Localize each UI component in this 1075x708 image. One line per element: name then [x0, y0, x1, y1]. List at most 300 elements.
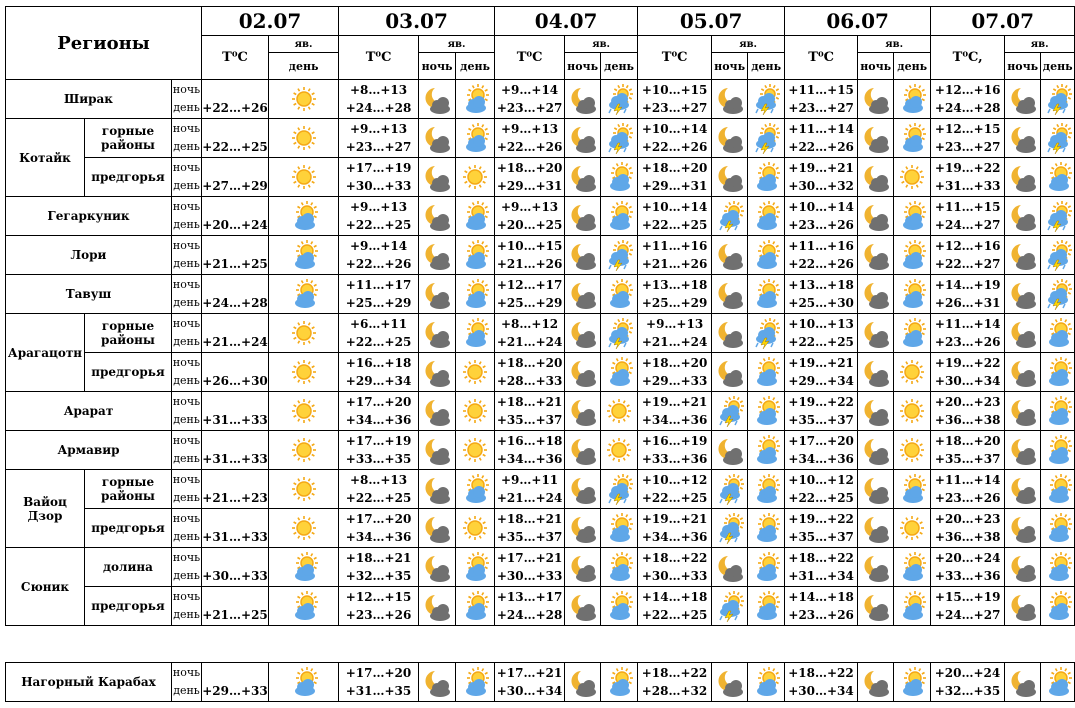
- night-temp: +17…+21: [496, 551, 563, 565]
- night-weather-cell: [419, 392, 456, 431]
- night-temp: +6…+11: [349, 317, 408, 331]
- day-weather-cell: [1041, 392, 1075, 431]
- temp-cell: [638, 236, 712, 275]
- temp-cell: [495, 392, 565, 431]
- night-temp: +10…+15: [641, 83, 708, 97]
- region-name: Котайк: [6, 119, 85, 197]
- night-weather-cell: [1005, 509, 1041, 548]
- moon-cloud-icon: [862, 280, 890, 308]
- temp-header: T⁰C,: [931, 36, 1005, 80]
- night-weather-cell: [858, 158, 894, 197]
- moon-cloud-icon: [716, 319, 744, 347]
- night-weather-cell: [1005, 158, 1041, 197]
- moon-cloud-icon: [862, 124, 890, 152]
- day-sub-header: день: [601, 53, 638, 80]
- sun-cloud-icon: [898, 319, 926, 347]
- moon-cloud-icon: [862, 202, 890, 230]
- temp-cell: [931, 470, 1005, 509]
- night-label: ночь: [172, 239, 201, 252]
- day-sub-header: день: [748, 53, 785, 80]
- temp-cell: [339, 197, 419, 236]
- night-temp: +17…+21: [496, 666, 563, 680]
- day-temp: +25…+30: [788, 296, 854, 310]
- night-day-labels: [172, 197, 202, 236]
- day-label: день: [173, 491, 200, 504]
- night-temp: +9…+13: [646, 317, 704, 331]
- weather-cell: [269, 197, 339, 236]
- day-weather-cell: [748, 275, 785, 314]
- night-temp: +8…+12: [501, 317, 559, 331]
- night-temp: +11…+14: [934, 317, 1001, 331]
- day-temp: +22…+25: [202, 140, 268, 154]
- night-temp: +18…+22: [641, 666, 708, 680]
- night-temp: +11…+14: [788, 122, 854, 136]
- sun-cloud-icon: [898, 202, 926, 230]
- weather-cell: [269, 663, 339, 702]
- temp-cell: [339, 587, 419, 626]
- night-weather-cell: [712, 275, 748, 314]
- night-weather-cell: [419, 548, 456, 587]
- moon-cloud-icon: [423, 475, 451, 503]
- night-temp: [202, 276, 268, 294]
- sun-storm-icon: [605, 319, 633, 347]
- day-temp: +34…+36: [788, 452, 854, 466]
- night-day-labels: [172, 236, 202, 275]
- night-label: ночь: [172, 434, 201, 447]
- night-weather-cell: [565, 80, 601, 119]
- day-temp: +21…+25: [202, 608, 268, 622]
- temp-cell: [202, 431, 269, 470]
- sun-cloud-icon: [752, 397, 780, 425]
- day-header: 04.07: [495, 7, 638, 36]
- night-weather-cell: [1005, 392, 1041, 431]
- table-row: [6, 197, 1075, 236]
- temp-cell: [638, 587, 712, 626]
- sun-cloud-icon: [605, 668, 633, 696]
- temp-cell: [202, 392, 269, 431]
- day-temp: +24…+28: [202, 296, 268, 310]
- moon-cloud-icon: [423, 163, 451, 191]
- day-temp: +22…+25: [788, 335, 854, 349]
- day-weather-cell: [1041, 197, 1075, 236]
- moon-cloud-icon: [569, 280, 597, 308]
- day-weather-cell: [1041, 275, 1075, 314]
- day-label: день: [173, 140, 200, 153]
- sun-cloud-icon: [461, 475, 489, 503]
- day-temp: +32…+35: [345, 569, 412, 583]
- sun-cloud-icon: [752, 668, 780, 696]
- sun-cloud-icon: [1044, 397, 1072, 425]
- day-temp: +20…+24: [202, 218, 268, 232]
- night-temp: +9…+13: [349, 122, 408, 136]
- table-row: [6, 470, 1075, 509]
- day-temp: +24…+27: [934, 218, 1001, 232]
- region-name: Лори: [6, 236, 172, 275]
- moon-cloud-icon: [1009, 241, 1037, 269]
- day-weather-cell: [894, 119, 931, 158]
- day-label: день: [173, 684, 200, 697]
- sun-cloud-icon: [752, 241, 780, 269]
- day-temp: +21…+24: [641, 335, 708, 349]
- moon-cloud-icon: [862, 668, 890, 696]
- night-weather-cell: [419, 509, 456, 548]
- night-weather-cell: [858, 663, 894, 702]
- night-weather-cell: [858, 119, 894, 158]
- night-weather-cell: [419, 158, 456, 197]
- day-temp: +28…+33: [496, 374, 563, 388]
- sun-cloud-icon: [461, 592, 489, 620]
- sun-cloud-icon: [461, 85, 489, 113]
- night-temp: +11…+17: [345, 278, 412, 292]
- night-weather-cell: [1005, 587, 1041, 626]
- night-temp: +18…+22: [788, 551, 854, 565]
- day-weather-cell: [748, 353, 785, 392]
- night-label: ночь: [172, 161, 201, 174]
- sun-cloud-icon: [1044, 319, 1072, 347]
- temp-cell: [785, 548, 858, 587]
- sun-cloud-icon: [1044, 436, 1072, 464]
- night-day-labels: [172, 509, 202, 548]
- night-weather-cell: [712, 158, 748, 197]
- night-temp: +10…+12: [641, 473, 708, 487]
- night-temp: +13…+18: [788, 278, 854, 292]
- moon-cloud-icon: [423, 202, 451, 230]
- moon-cloud-icon: [423, 280, 451, 308]
- day-weather-cell: [1041, 548, 1075, 587]
- temp-cell: [495, 663, 565, 702]
- weather-cell: [269, 119, 339, 158]
- night-temp: +12…+16: [934, 239, 1001, 253]
- day-weather-cell: [894, 275, 931, 314]
- night-temp: +20…+23: [934, 395, 1001, 409]
- night-day-labels: [172, 80, 202, 119]
- night-day-labels: [172, 431, 202, 470]
- day-temp: +21…+25: [202, 257, 268, 271]
- moon-cloud-icon: [423, 397, 451, 425]
- day-weather-cell: [894, 314, 931, 353]
- sun-cloud-icon: [752, 514, 780, 542]
- day-temp: +30…+32: [788, 179, 854, 193]
- day-label: день: [173, 608, 200, 621]
- day-weather-cell: [748, 392, 785, 431]
- day-weather-cell: [1041, 236, 1075, 275]
- temp-cell: [638, 353, 712, 392]
- temp-header: T⁰C: [202, 36, 269, 80]
- day-sub-header: день: [269, 53, 339, 80]
- night-temp: +12…+15: [345, 590, 412, 604]
- sun-cloud-icon: [752, 280, 780, 308]
- sun-storm-icon: [1044, 280, 1072, 308]
- day-temp: +21…+26: [641, 257, 708, 271]
- night-day-labels: [172, 587, 202, 626]
- night-label: ночь: [172, 200, 201, 213]
- day-temp: +22…+26: [496, 140, 563, 154]
- temp-cell: [785, 119, 858, 158]
- day-temp: +30…+33: [345, 179, 412, 193]
- day-weather-cell: [748, 431, 785, 470]
- temp-cell: [785, 663, 858, 702]
- subregion-name: горные районы: [85, 119, 172, 158]
- night-temp: [202, 432, 268, 450]
- moon-cloud-icon: [716, 668, 744, 696]
- day-temp: +22…+26: [788, 140, 854, 154]
- day-temp: +29…+33: [641, 374, 708, 388]
- day-weather-cell: [894, 548, 931, 587]
- temp-cell: [495, 548, 565, 587]
- moon-cloud-icon: [423, 436, 451, 464]
- sun-cloud-icon: [290, 668, 318, 696]
- day-weather-cell: [456, 158, 495, 197]
- sun-cloud-icon: [752, 475, 780, 503]
- sun-cloud-icon: [752, 202, 780, 230]
- sun-cloud-icon: [605, 202, 633, 230]
- sun-cloud-icon: [605, 358, 633, 386]
- day-weather-cell: [894, 236, 931, 275]
- day-weather-cell: [601, 548, 638, 587]
- night-weather-cell: [712, 509, 748, 548]
- region-name: Армавир: [6, 431, 172, 470]
- day-temp: +30…+33: [496, 569, 563, 583]
- moon-cloud-icon: [716, 436, 744, 464]
- sun-storm-icon: [605, 124, 633, 152]
- night-temp: +16…+18: [345, 356, 412, 370]
- sun-storm-icon: [605, 241, 633, 269]
- temp-cell: [638, 119, 712, 158]
- day-temp: +23…+27: [496, 101, 563, 115]
- temp-cell: [339, 275, 419, 314]
- night-weather-cell: [565, 663, 601, 702]
- sun-icon: [461, 514, 489, 542]
- day-temp: +28…+32: [641, 684, 708, 698]
- night-temp: +18…+21: [345, 551, 412, 565]
- sun-cloud-icon: [461, 280, 489, 308]
- temp-cell: [931, 548, 1005, 587]
- sun-icon: [461, 163, 489, 191]
- weather-cell: [269, 314, 339, 353]
- moon-cloud-icon: [862, 553, 890, 581]
- sun-cloud-icon: [898, 668, 926, 696]
- night-temp: +9…+13: [349, 200, 408, 214]
- moon-cloud-icon: [716, 358, 744, 386]
- subregion-name: предгорья: [85, 587, 172, 626]
- weather-cell: [269, 158, 339, 197]
- night-temp: +11…+16: [788, 239, 854, 253]
- day-temp: +29…+33: [202, 684, 268, 698]
- night-temp: +16…+19: [641, 434, 708, 448]
- temp-cell: [931, 587, 1005, 626]
- day-label: день: [173, 335, 200, 348]
- night-temp: +10…+14: [641, 200, 708, 214]
- night-weather-cell: [712, 314, 748, 353]
- temp-cell: [202, 197, 269, 236]
- day-weather-cell: [601, 587, 638, 626]
- sun-cloud-icon: [752, 592, 780, 620]
- table-row: [6, 392, 1075, 431]
- moon-cloud-icon: [1009, 358, 1037, 386]
- sun-cloud-icon: [1044, 475, 1072, 503]
- temp-cell: [339, 548, 419, 587]
- temp-cell: [339, 663, 419, 702]
- day-temp: +22…+25: [345, 491, 412, 505]
- day-temp: +35…+37: [934, 452, 1001, 466]
- moon-cloud-icon: [569, 358, 597, 386]
- night-weather-cell: [858, 353, 894, 392]
- day-weather-cell: [894, 392, 931, 431]
- night-label: ночь: [172, 122, 201, 135]
- night-weather-cell: [1005, 236, 1041, 275]
- night-temp: +18…+20: [934, 434, 1001, 448]
- sun-icon: [898, 397, 926, 425]
- night-weather-cell: [1005, 275, 1041, 314]
- night-weather-cell: [419, 470, 456, 509]
- day-weather-cell: [456, 587, 495, 626]
- night-temp: +18…+20: [641, 356, 708, 370]
- day-temp: +21…+24: [202, 335, 268, 349]
- day-weather-cell: [894, 353, 931, 392]
- moon-cloud-icon: [569, 592, 597, 620]
- night-temp: [202, 664, 268, 682]
- day-temp: +30…+34: [788, 684, 854, 698]
- night-temp: +19…+21: [788, 356, 854, 370]
- night-temp: +17…+20: [788, 434, 854, 448]
- subregion-name: долина: [85, 548, 172, 587]
- temp-header: T⁰C: [495, 36, 565, 80]
- sun-icon: [605, 436, 633, 464]
- day-weather-cell: [894, 197, 931, 236]
- day-weather-cell: [601, 470, 638, 509]
- sun-cloud-icon: [1044, 553, 1072, 581]
- day-weather-cell: [748, 548, 785, 587]
- day-temp: +34…+36: [345, 413, 412, 427]
- day-temp: +20…+25: [496, 218, 563, 232]
- day-weather-cell: [456, 314, 495, 353]
- day-weather-cell: [601, 509, 638, 548]
- day-temp: +29…+31: [496, 179, 563, 193]
- moon-cloud-icon: [569, 241, 597, 269]
- day-temp: +21…+24: [496, 335, 563, 349]
- day-weather-cell: [601, 197, 638, 236]
- day-temp: +23…+27: [934, 140, 1001, 154]
- table-row: [6, 80, 1075, 119]
- night-label: ночь: [172, 590, 201, 603]
- night-temp: +17…+19: [345, 434, 412, 448]
- day-temp: +29…+34: [788, 374, 854, 388]
- night-temp: +8…+13: [349, 473, 408, 487]
- sun-icon: [898, 436, 926, 464]
- night-temp: +19…+22: [934, 161, 1001, 175]
- day-weather-cell: [894, 509, 931, 548]
- weather-cell: [269, 548, 339, 587]
- region-name: Ширак: [6, 80, 172, 119]
- weather-cell: [269, 353, 339, 392]
- day-weather-cell: [456, 548, 495, 587]
- table-row: [6, 119, 1075, 158]
- moon-cloud-icon: [423, 553, 451, 581]
- day-temp: +35…+37: [496, 413, 563, 427]
- sun-cloud-icon: [290, 202, 318, 230]
- day-sub-header: день: [456, 53, 495, 80]
- sun-icon: [898, 358, 926, 386]
- night-sub-header: ночь: [1005, 53, 1041, 80]
- night-temp: +14…+19: [934, 278, 1001, 292]
- sun-icon: [605, 397, 633, 425]
- day-label: день: [173, 530, 200, 543]
- night-label: ночь: [172, 278, 201, 291]
- weather-cell: [269, 509, 339, 548]
- day-temp: +31…+33: [202, 452, 268, 466]
- night-weather-cell: [712, 392, 748, 431]
- temp-cell: [495, 431, 565, 470]
- sun-cloud-icon: [898, 241, 926, 269]
- night-temp: [202, 159, 268, 177]
- sun-icon: [290, 514, 318, 542]
- day-weather-cell: [1041, 158, 1075, 197]
- day-weather-cell: [748, 509, 785, 548]
- night-weather-cell: [1005, 470, 1041, 509]
- sun-cloud-icon: [461, 241, 489, 269]
- night-weather-cell: [1005, 119, 1041, 158]
- night-temp: [202, 549, 268, 567]
- regions-header: Регионы: [6, 7, 202, 80]
- day-temp: +25…+29: [496, 296, 563, 310]
- sun-storm-icon: [1044, 202, 1072, 230]
- moon-cloud-icon: [862, 436, 890, 464]
- night-temp: +18…+20: [641, 161, 708, 175]
- sun-icon: [898, 514, 926, 542]
- temp-cell: [339, 158, 419, 197]
- night-temp: +19…+21: [788, 161, 854, 175]
- night-weather-cell: [565, 119, 601, 158]
- day-temp: +35…+37: [788, 413, 854, 427]
- temp-cell: [339, 353, 419, 392]
- moon-cloud-icon: [423, 241, 451, 269]
- temp-cell: [785, 431, 858, 470]
- day-header: 07.07: [931, 7, 1075, 36]
- day-weather-cell: [601, 392, 638, 431]
- sun-icon: [290, 475, 318, 503]
- day-temp: +31…+33: [202, 530, 268, 544]
- temp-cell: [785, 353, 858, 392]
- sun-icon: [290, 85, 318, 113]
- moon-cloud-icon: [1009, 124, 1037, 152]
- yav-header: яв.: [565, 36, 638, 53]
- temp-cell: [202, 353, 269, 392]
- temp-cell: [495, 509, 565, 548]
- night-temp: +10…+14: [641, 122, 708, 136]
- day-weather-cell: [894, 587, 931, 626]
- night-weather-cell: [858, 548, 894, 587]
- temp-cell: [495, 197, 565, 236]
- day-weather-cell: [748, 80, 785, 119]
- night-day-labels: [172, 548, 202, 587]
- sun-storm-icon: [752, 85, 780, 113]
- night-temp: [202, 315, 268, 333]
- day-weather-cell: [601, 119, 638, 158]
- temp-cell: [931, 197, 1005, 236]
- moon-cloud-icon: [716, 163, 744, 191]
- table-row: [6, 236, 1075, 275]
- weather-cell: [269, 587, 339, 626]
- moon-cloud-icon: [1009, 397, 1037, 425]
- day-temp: +23…+26: [788, 608, 854, 622]
- table-header: [6, 7, 1075, 80]
- night-weather-cell: [1005, 314, 1041, 353]
- night-weather-cell: [858, 236, 894, 275]
- moon-cloud-icon: [569, 553, 597, 581]
- sun-cloud-icon: [898, 280, 926, 308]
- night-temp: +11…+15: [788, 83, 854, 97]
- temp-cell: [638, 314, 712, 353]
